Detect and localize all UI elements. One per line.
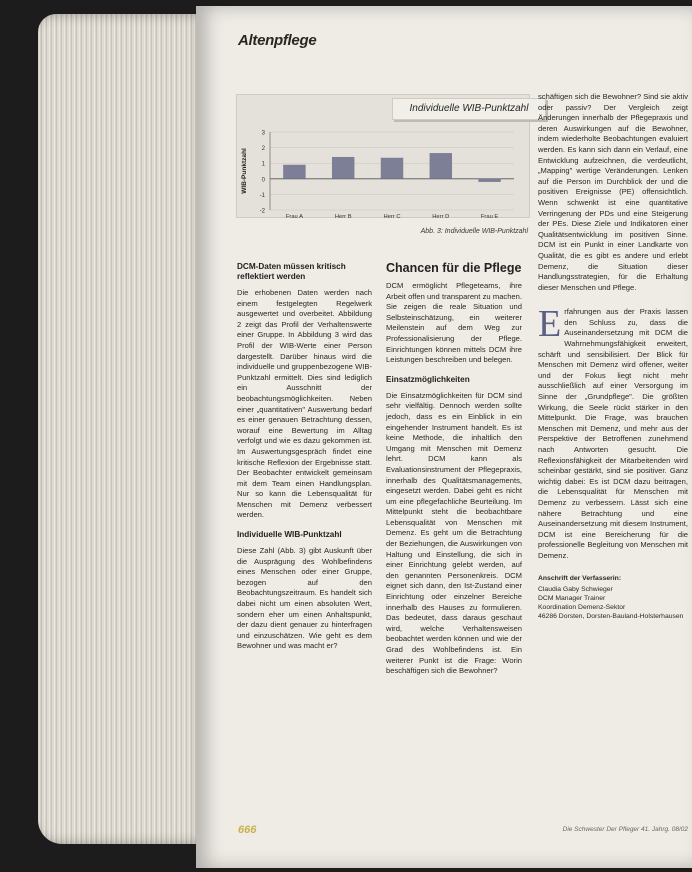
x-tick-label: Herr D: [432, 214, 450, 220]
page-number: 666: [238, 824, 257, 836]
column-2-paragraph-2: Die Einsatzmöglichkeiten für DCM sind sehr vielfältig. Dennoch werden sollte jedoch, dass es ein Einblick in ein eingehender Instrument handelt. Es ist keine Methode, die inhaltlich den Umgang mit Menschen mit Demenz lehrt. DCM kann als Evaluationsinstrument der Pflegepraxis, innerhalb des Qualitätsmanagements, eingesetzt werden. Dabei geht es nicht um eine pflegefachliche Beurteilung. Im Mittelpunkt steht die beobachtbare Lebensqualität von Menschen mit Demenz. Es geht um die Betrachtung der Beziehungen, die Auswirkungen von Haltung und Einstellung, die sich in einer Einrichtung gelebt werden, auf den genannten Personenkreis. DCM eignet sich dann, den Ist-Zustand einer Einrichtung oder einzelner Bereiche innerhalb des Hauses zu formulieren. Das bedeutet, dass daraus geschaut wird, welche Verhaltensweisen beobachtet werden können und wie der Grad des Wohlbefindens ist. Ein weiterer Punkt ist die Frage: Worin beschäftigen sich die Bewohner?: [386, 390, 522, 676]
bar: [381, 158, 403, 179]
y-tick-label: 2: [261, 146, 265, 153]
x-tick-label: Herr B: [334, 214, 352, 220]
column-3: [538, 92, 688, 621]
x-tick-label: Herr C: [383, 214, 401, 220]
bar: [430, 153, 452, 179]
column-1-heading: DCM-Daten müssen kritisch reflektiert werden: [237, 262, 346, 281]
column-1: [237, 262, 372, 661]
y-tick-label: -2: [259, 208, 265, 215]
author-address-line: Koordination Demenz-Sektor: [538, 603, 626, 611]
magazine-page: [196, 6, 692, 868]
author-address-line: 46286 Dorsten, Dorsten-Bauland-Holsterhausen: [538, 612, 684, 620]
author-address-line: Claudia Gaby Schwieger: [538, 585, 613, 593]
y-tick-label: 3: [261, 130, 265, 137]
x-tick-label: Frau E: [480, 214, 499, 220]
column-2-heading-2: Einsatzmöglichkeiten: [386, 374, 470, 384]
author-address-title: Anschrift der Verfasserin:: [538, 574, 622, 582]
column-2-heading: Chancen für die Pflege: [386, 261, 522, 275]
column-3-paragraph-1: schäftigen sich die Bewohner? Sind sie aktiv oder passiv? Der Vergleich zeigt Änderungen innerhalb der Pflegepraxis und deren Auswirkungen auf die Bewohner, indem wiederholte Beobachtungen evaluiert werden. Es kann sich dann ein Verlauf, eine Entwicklung aufzeichnen, die verdeutlicht, „Mapping" wertige Veränderungen. Lenken auf die Person im Durchblick der und die positiven Ereignisse (PE) offensichtlich. Wenn schwenkt ist eine quantitative Verringerung der PDs und eine Steigerung der PEs. Diese Ziele und Indikatoren einer Qualitätsentwicklung im positiven Sinne. DCM ist ein Punkt in einer Landkarte von Qualität, die es gibt es andere und erlebt Demenz, die Situation dieser Handlungsstrategien, für die Erhaltung dieser Menschen und Pflege.: [538, 92, 688, 292]
bar: [332, 157, 354, 179]
column-3-paragraph-2: [538, 303, 688, 561]
y-tick-label: -1: [259, 192, 265, 199]
column-2-paragraph-1: DCM ermöglicht Pflegeteams, ihre Arbeit offen und transparent zu machen. Sie zeigen die reale Situation und Selbsteinschätzung, ein weiterer Meilenstein auf dem Weg zur Professionalisierung der Pflege. Einrichtungen können mittels DCM ihre Leistungen beschreiben und belegen.: [386, 281, 522, 365]
column-2: [386, 262, 522, 686]
section-title: Altenpflege: [238, 32, 317, 49]
y-axis-label: WIB-Punktzahl: [241, 148, 248, 194]
author-address-line: DCM Manager Trainer: [538, 594, 606, 602]
wib-bar-chart: [236, 118, 528, 228]
chart-title: Individuelle WIB-Punktzahl: [392, 98, 546, 120]
bar: [283, 165, 305, 179]
chart-caption: Abb. 3: Individuelle WIB-Punktzahl: [420, 228, 528, 235]
drop-cap: E: [538, 303, 562, 346]
column-1-heading-2: Individuelle WIB-Punktzahl: [237, 530, 342, 540]
x-tick-label: Frau A: [285, 214, 303, 220]
author-address: [538, 574, 688, 621]
footer-source: Die Schwester Der Pfleger 41. Jahrg. 08/02: [562, 826, 688, 833]
y-tick-label: 0: [261, 177, 265, 184]
column-1-paragraph-1: Die erhobenen Daten werden nach einem festgelegten Regelwerk ausgewertet und overbeitet. Abbildung 2 zeigt das Profil der Verhaltenswerte einer Gruppe. In Abbildung 3 wird das Profil der WIB-Werte einer Person dargestellt. Darüber hinaus wird die individuelle und gruppenbezogene WIB-Punktzahl ermittelt. Dies sind lediglich ein Ausschnitt der beobachtungsmöglichkeiten. Neben einer „quantitativen" Auswertung bedarf es einer genauen Betrachtung dessen, worauf eine Bewertung im Alltag verfolgt und wie es dazu gekommen ist. Im Auswertungsgespräch findet eine kritische Reflexion der Ergebnisse statt. Der Beobachter entwickelt gemeinsam mit dem Team einen Handlungsplan. Nur so kann die Lebensqualität für Menschen mit Demenz verbessert werden.: [237, 288, 372, 520]
column-1-paragraph-2: Diese Zahl (Abb. 3) gibt Auskunft über die Ausprägung des Wohlbefindens eines Menschen oder einer Gruppe, bezogen auf den Beobachtungszeitraum. Es handelt sich dabei nicht um einen absoluten Wert, sondern eher um einen Anhaltspunkt, der dazu dient genauer zu hinterfragen und einzuschätzen. Wie geht es dem Bewohner und was macht er?: [237, 546, 372, 651]
y-tick-label: 1: [261, 161, 265, 168]
bar: [478, 179, 500, 182]
column-3-paragraph-2-text: rfahrungen aus der Praxis lassen den Schluss zu, dass die Auseinandersetzung mit DCM die Wahrnehmungsfähigkeit erweitert, schärft und sensibilisiert. Der Blick für Menschen mit Demenz wird offener, weiter und der Fokus liegt nicht mehr ausschließlich auf einer Versorgung im Sinne der „Grundpflege". Die größten Wirkung, die Seele rückt stärker in den Mittelpunkt. Die Frage, was brauchen Menschen mit Demenz, und mehr aus der Perspektive der Betroffenen zunehmend nach Antworten gesucht. Die Reflexionsfähigkeit der Mitarbeitenden wird scheinbar gestärkt, sind sie positiver. Ganz wichtig dabei: Es ist DCM dazu beitragen, die Lebensqualität für Menschen mit Demenz zu verbessern. Lässt sich eine nähere Betrachtung und eine Auseinandersetzung mit diesem Instrument, DCM ist eine Bereicherung für die professionelle Begleitung von Menschen mit Demenz.: [538, 307, 688, 560]
page-edges: [38, 14, 206, 844]
